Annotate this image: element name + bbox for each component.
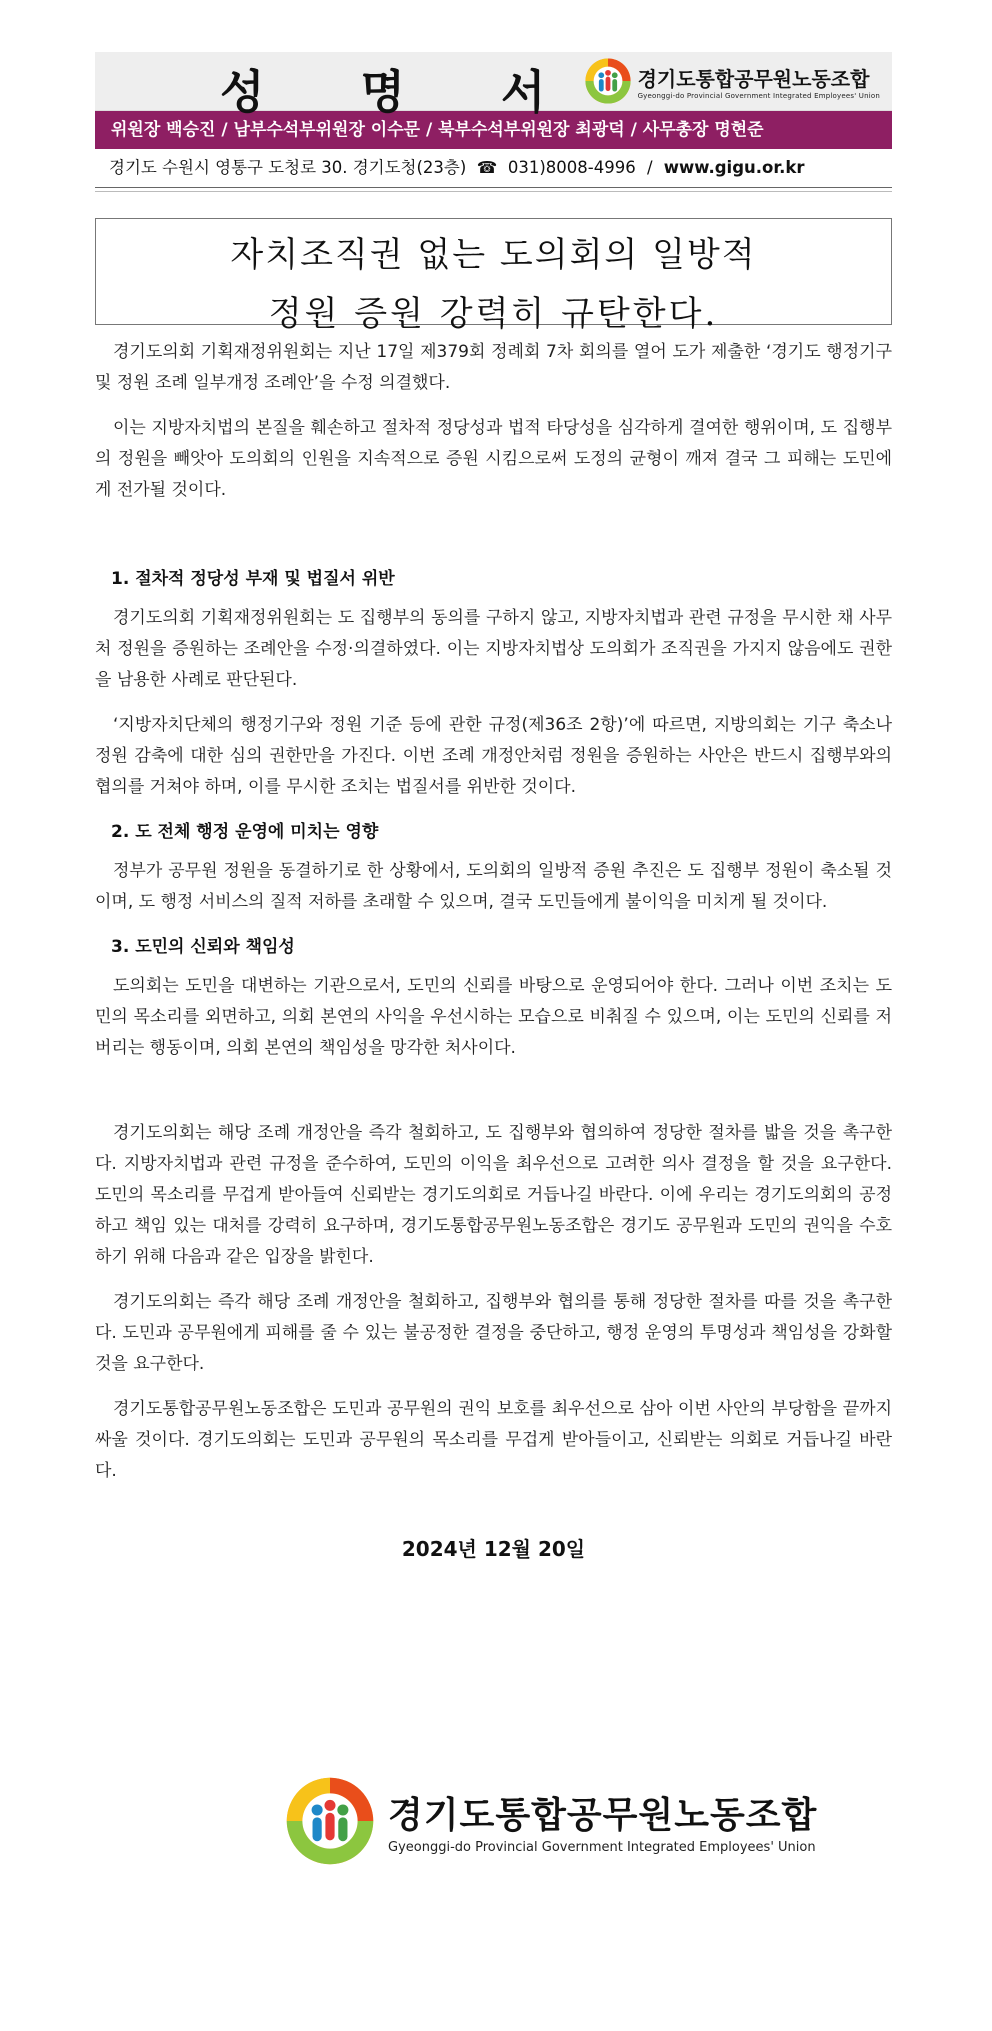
statement-date: 2024년 12월 20일 (401, 1537, 586, 1561)
section-paragraph: 경기도의회 기획재정위원회는 도 집행부의 동의를 구하지 않고, 지방자치법과 관련 규정을 무시한 채 사무처 정원을 증원하는 조례안을 수정·의결하였다. 이는 지방자치법상 도의회가 조직권을 가지지 않음에도 권한을 남용한 사례로 판단된다. (95, 608, 892, 690)
union-emblem-icon (584, 57, 632, 105)
section-paragraph: 도의회는 도민을 대변하는 기관으로서, 도민의 신뢰를 바탕으로 운영되어야 한다. 그러나 이번 조치는 도민의 목소리를 외면하고, 의회 본연의 사익을 우선시하는 모습으로 비춰질 수 있으며, 이는 도민의 신뢰를 저버리는 행동이며, 의회 본연의 책임성을 망각한 처사이다. (95, 976, 892, 1058)
headline-box (95, 218, 892, 334)
section-heading: 3. 도민의 신뢰와 책임성 (111, 937, 295, 957)
separator: / (646, 158, 653, 177)
officers-bar: 위원장 백승진 / 남부수석부위원장 이수문 / 북부수석부위원장 최광덕 / 사무총장 명현준 (95, 111, 892, 149)
closing-paragraph: 경기도통합공무원노동조합은 도민과 공무원의 권익 보호를 최우선으로 삼아 이번 사안의 부당함을 끝까지 싸울 것이다. 경기도의회는 도민과 공무원의 목소리를 무겁게 받아들이고, 신뢰받는 의회로 거듭나길 바란다. (95, 1399, 892, 1481)
phone-number: 031)8008-4996 (507, 158, 636, 177)
intro-paragraph: 이는 지방자치법의 본질을 훼손하고 절차적 정당성과 법적 타당성을 심각하게 결여한 행위이며, 도 집행부의 정원을 빼앗아 도의회의 인원을 지속적으로 증원 시킴으로써 도정의 균형이 깨져 결국 그 피해는 도민에게 전가될 것이다. (95, 418, 892, 500)
union-emblem-icon (284, 1775, 376, 1867)
footer-org-name-en: Gyeonggi-do Provincial Government Integrated Employees' Union (388, 1840, 816, 1855)
section-heading: 2. 도 전체 행정 운영에 미치는 영향 (111, 822, 379, 842)
statement-body (95, 337, 892, 1562)
website-link[interactable]: www.gigu.or.kr (663, 158, 805, 177)
address-line (95, 149, 892, 188)
headline-line-1: 자치조직권 없는 도의회의 일방적 (230, 235, 757, 275)
closing-paragraph: 경기도의회는 해당 조례 개정안을 즉각 철회하고, 도 집행부와 협의하여 정당한 절차를 밟을 것을 촉구한다. 지방자치법과 관련 규정을 준수하여, 도민의 이익을 최우선으로 고려한 의사 결정을 할 것을 요구한다. 도민의 목소리를 무겁게 받아들여 신뢰받는 경기도의회로 거듭나길 바란다. 이에 우리는 경기도의회의 공정하고 책임 있는 대처를 강력히 요구하며, 경기도통합공무원노동조합은 경기도 공무원과 도민의 권익을 수호하기 위해 다음과 같은 입장을 밝힌다. (95, 1123, 892, 1267)
section-paragraph: ‘지방자치단체의 행정기구와 정원 기준 등에 관한 규정(제36조 2항)’에 따르면, 지방의회는 기구 축소나 정원 감축에 대한 심의 권한만을 가진다. 이번 조례 개정안처럼 정원을 증원하는 사안은 반드시 집행부와의 협의를 거쳐야 하며, 이를 무시한 조치는 법질서를 위반한 것이다. (95, 715, 892, 797)
org-name-en: Gyeonggi-do Provincial Government Integrated Employees' Union (637, 91, 880, 100)
phone-icon: ☎ (471, 158, 503, 177)
footer-org-name-ko: 경기도통합공무원노동조합 (388, 1795, 818, 1836)
union-logo-footer (284, 1775, 817, 1867)
address-text: 경기도 수원시 영통구 도청로 30. 경기도청(23층) (109, 158, 467, 177)
closing-paragraph: 경기도의회는 즉각 해당 조례 개정안을 철회하고, 집행부와 협의를 통해 정당한 절차를 따를 것을 촉구한다. 도민과 공무원에게 피해를 줄 수 있는 불공정한 결정을 중단하고, 행정 운영의 투명성과 책임성을 강화할 것을 요구한다. (95, 1292, 892, 1374)
divider (95, 191, 892, 192)
letterhead (95, 52, 892, 119)
org-name-ko: 경기도통합공무원노동조합 (637, 66, 870, 91)
section-paragraph: 정부가 공무원 정원을 동결하기로 한 상황에서, 도의회의 일방적 증원 추진은 도 집행부 정원이 축소될 것이며, 도 행정 서비스의 질적 저하를 초래할 수 있으며, 결국 도민들에게 불이익을 미치게 될 것이다. (95, 861, 892, 912)
document-title: 성 명 서 (220, 65, 586, 119)
document-page (95, 52, 892, 1562)
intro-paragraph: 경기도의회 기획재정위원회는 지난 17일 제379회 정례회 7차 회의를 열어 도가 제출한 ‘경기도 행정기구 및 정원 조례 일부개정 조례안’을 수정 의결했다. (95, 342, 892, 393)
union-logo-small (584, 57, 880, 105)
headline-line-2: 정원 증원 강력히 규탄한다. (268, 294, 719, 334)
section-heading: 1. 절차적 정당성 부재 및 법질서 위반 (111, 569, 395, 589)
